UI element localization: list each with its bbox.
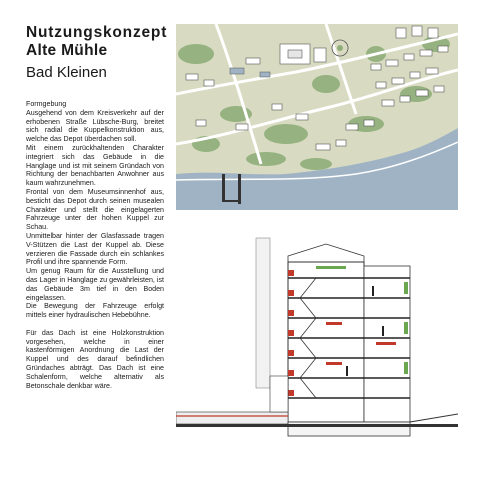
page-subtitle: Alte Mühle [26,42,108,59]
paragraph: Unmittelbar hinter der Glasfassade tragen V-Stützen die Last der Kuppel ab. Diese verzieren die Fassade durch ein schlankes Profil und ihre spannende Form. [26,231,164,267]
page-title: Nutzungskonzept [26,24,168,41]
paragraph: Frontal von dem Museumsinnenhof aus, besticht das Depot durch seinen musealen Charakter und stellt die eingelagerten Fahrzeuge unter der hohen Kuppel zur Schau. [26,187,164,232]
description-text [26,100,164,390]
paragraph: Die Bewegung der Fahrzeuge erfolgt mittels einer hydraulischen Hebebühne. [26,302,164,320]
paragraph: Mit einem zurückhaltenden Charakter integriert sich das Gebäude in die Hanglage und ist mit seinem Gründach von Richtung der benachbarten Anwohner aus kaum wahrzunehmen. [26,143,164,188]
place-name: Bad Kleinen [26,64,107,81]
paragraph-closing: Für das Dach ist eine Holzkonstruktion vorgesehen, welche in einer kastenförmigen Anordnung die Last der Kuppel und des darauf befindlichen Gründaches abträgt. Das Dach ist eine Schalenform, welche alternativ als Betonschale denkbar wäre. [26,328,164,390]
site-plan-image [176,24,458,210]
building-section-image [176,226,458,458]
paragraph: Ausgehend von dem Kreisverkehr auf der erhobenen Straße Lübsche-Burg, breitet sich radial die Kuppelkonstruktion aus, welche das Depot überdachen soll. [26,108,164,144]
paragraph: Um genug Raum für die Ausstellung und das Lager in Hanglage zu gewährleisten, ist das Gebäude 3m tief in den Boden eingelassen. [26,267,164,302]
section-heading: Formgebung [26,100,67,108]
